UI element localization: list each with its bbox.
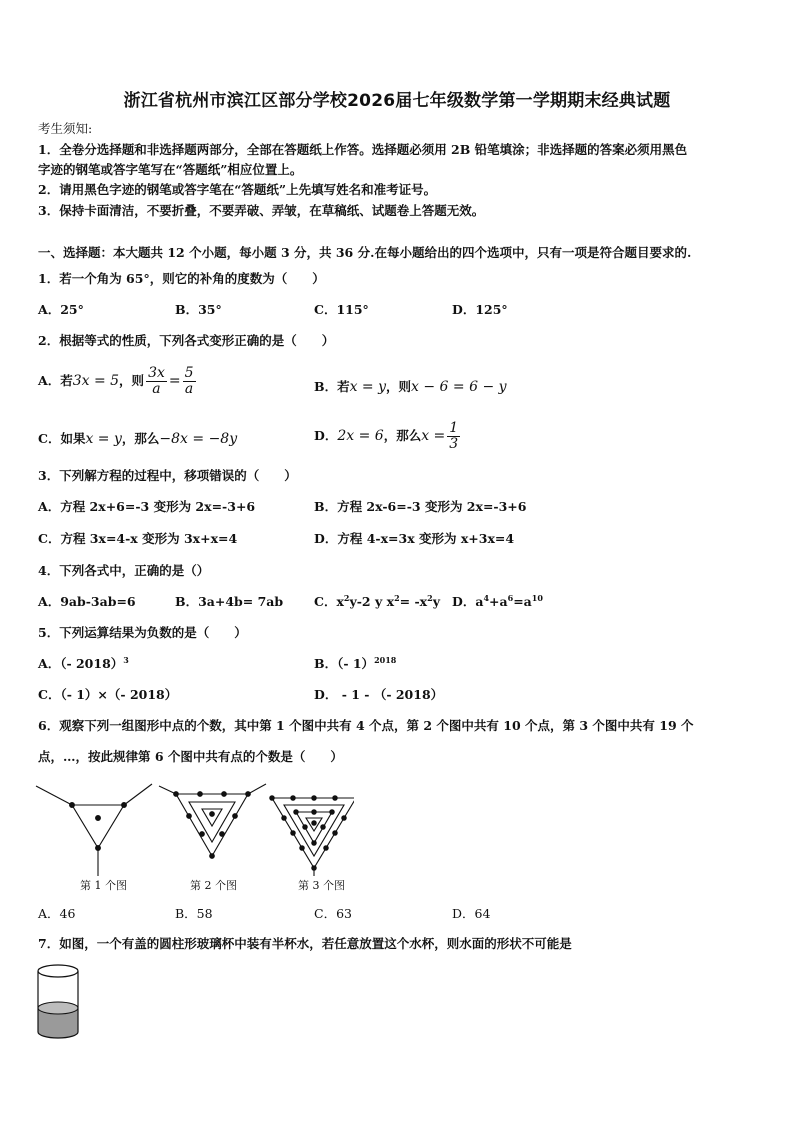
q2-stem: 2．根据等式的性质，下列各式变形正确的是（ ） <box>38 333 335 348</box>
q1-option-a: A．25° <box>38 302 84 317</box>
q3-option-b: B．方程 2x-6=-3 变形为 2x=-3+6 <box>314 499 527 514</box>
q4-option-c: C．$x^2y-2$ y $x^2= -x^2y$ <box>314 592 440 609</box>
q6-option-c: C．63 <box>314 906 352 921</box>
cylinder-cup-figure <box>34 962 82 1040</box>
notice-item-1b: 字迹的钢笔或答字笔写在“答题纸”相应位置上。 <box>38 162 303 177</box>
q7-stem: 7．如图，一个有盖的圆柱形玻璃杯中装有半杯水，若任意放置这个水杯，则水面的形状不可能是 <box>38 936 572 951</box>
q4-stem: 4．下列各式中，正确的是（） <box>38 563 210 578</box>
q4-option-a: A．9ab-3ab=6 <box>38 594 136 609</box>
notice-heading: 考生须知: <box>38 121 93 136</box>
q1-stem: 1．若一个角为 65°，则它的补角的度数为（ ） <box>38 271 325 286</box>
q1-option-b: B．35° <box>175 302 222 317</box>
q3-option-d: D．方程 4-x=3x 变形为 x+3x=4 <box>314 531 515 546</box>
dot-pattern-figures <box>34 776 354 878</box>
q2-a-prefix: A．若 <box>38 373 73 388</box>
figure-3-caption: 第 3 个图 <box>298 879 345 892</box>
section-heading: 一、选择题：本大题共 12 个小题，每小题 3 分，共 36 分.在每小题给出的四个选项中，只有一项是符合题目要求的. <box>38 245 692 260</box>
q3-stem: 3．下列解方程的过程中，移项错误的（ ） <box>38 468 297 483</box>
q2-a-fraction-2: $\frac{5}{a}$ <box>184 365 194 397</box>
q5-option-d: D． - 1 - （- 2018） <box>314 687 444 702</box>
q6-stem-1: 6．观察下列一组图形中点的个数，其中第 1 个图中共有 4 个点，第 2 个图中共有 10 个点，第 3 个图中共有 19 个 <box>38 718 694 733</box>
q6-option-d: D．64 <box>452 906 491 921</box>
q6-stem-2: 点，…，按此规律第 6 个图中共有点的个数是（ ） <box>38 749 343 764</box>
q2-a-fraction-1: $\frac{3x}{a}$ <box>148 365 165 397</box>
q6-option-a: A．46 <box>38 906 76 921</box>
q2-option-c: C．如果x = y，那么−8x = −8y <box>38 431 238 447</box>
q5-stem: 5．下列运算结果为负数的是（ ） <box>38 625 247 640</box>
cup-lid <box>38 965 78 977</box>
q2-option-d: D．2x = 6，那么x = $\frac{1}{3}$ <box>314 420 459 452</box>
q2-a-then: ，则 <box>119 373 145 388</box>
q6-option-b: B．58 <box>175 906 213 921</box>
water-surface <box>38 1002 78 1014</box>
q2-option-b: B．若x = y，则x − 6 = 6 − y <box>314 379 507 395</box>
q1-option-d: D．125° <box>452 302 508 317</box>
figure-1 <box>36 784 152 876</box>
figure-2 <box>159 784 266 858</box>
q2-d-fraction: $\frac{1}{3}$ <box>449 420 459 452</box>
q5-option-b: B．（- 1）$^{2018}$ <box>314 654 397 671</box>
figure-1-caption: 第 1 个图 <box>80 879 127 892</box>
q2-option-a: A．若3x = 5，则 $\frac{3x}{a}$ = $\frac{5}{a}$ <box>38 365 194 397</box>
q1-option-c: C．115° <box>314 302 369 317</box>
q5-option-c: C．（- 1）×（- 2018） <box>38 687 178 702</box>
figure-2-caption: 第 2 个图 <box>190 879 237 892</box>
notice-item-3: 3．保持卡面清洁，不要折叠，不要弄破、弄皱，在草稿纸、试题卷上答题无效。 <box>38 203 485 218</box>
figure-3 <box>270 796 354 876</box>
q3-option-a: A．方程 2x+6=-3 变形为 2x=-3+6 <box>38 499 256 514</box>
q2-a-equation: 3x = 5 <box>72 373 120 389</box>
q5-option-a: A．（- 2018）$^3$ <box>38 654 129 671</box>
q4-option-d: D．$a^4+a^6=a^{10}$ <box>452 592 543 609</box>
q3-option-c: C．方程 3x=4-x 变形为 3x+x=4 <box>38 531 238 546</box>
q4-option-b: B．3a+4b= 7ab <box>175 594 284 609</box>
page-title: 浙江省杭州市滨江区部分学校2026届七年级数学第一学期期末经典试题 <box>123 91 671 111</box>
notice-item-1a: 1．全卷分选择题和非选择题两部分，全部在答题纸上作答。选择题必须用 2B 铅笔填涂；非选择题的答案必须用黑色 <box>38 142 688 157</box>
notice-item-2: 2．请用黑色字迹的钢笔或答字笔在“答题纸”上先填写姓名和准考证号。 <box>38 182 437 197</box>
